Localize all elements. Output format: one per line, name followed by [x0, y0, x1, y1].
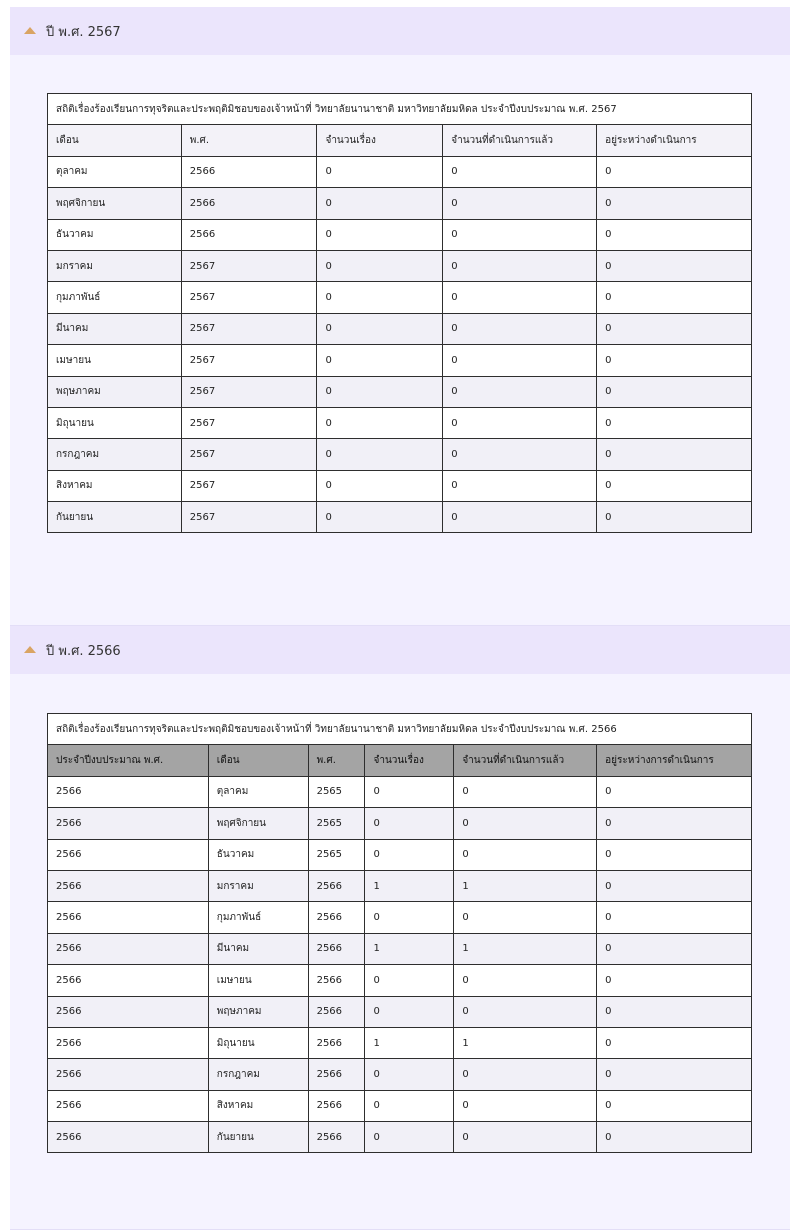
- table-header-row: [48, 745, 752, 776]
- table-cell: 0: [597, 439, 752, 470]
- table-row: [48, 407, 752, 438]
- table-cell: กันยายน: [208, 1122, 308, 1153]
- section-title: ปี พ.ศ. 2567: [46, 24, 121, 40]
- table-row: [48, 470, 752, 501]
- table-cell: 0: [597, 839, 752, 870]
- table-cell: 2566: [308, 965, 365, 996]
- column-header-year: พ.ศ.: [308, 745, 365, 776]
- column-header-in-progress: อยู่ระหว่างการดำเนินการ: [597, 745, 752, 776]
- table-cell: 2566: [181, 219, 317, 250]
- table-header-row: [48, 125, 752, 156]
- table-cell: 2566: [48, 996, 209, 1027]
- table-cell: 0: [317, 219, 443, 250]
- table-row: [48, 502, 752, 533]
- table-cell: 2565: [308, 808, 365, 839]
- stats-table-2567: [47, 93, 752, 533]
- table-cell: 2567: [181, 250, 317, 281]
- table-cell: กันยายน: [48, 502, 182, 533]
- table-cell: 0: [597, 902, 752, 933]
- table-cell: ธันวาคม: [208, 839, 308, 870]
- table-cell: เมษายน: [208, 965, 308, 996]
- caret-up-icon: [24, 27, 36, 34]
- table-row: [48, 965, 752, 996]
- table-cell: 2567: [181, 407, 317, 438]
- table-row: [48, 250, 752, 281]
- table-row: [48, 996, 752, 1027]
- table-cell: 0: [365, 1059, 454, 1090]
- table-cell: 2566: [48, 776, 209, 807]
- table-cell: 0: [454, 1090, 597, 1121]
- table-cell: 2565: [308, 776, 365, 807]
- table-cell: 0: [443, 407, 597, 438]
- table-cell: 0: [443, 470, 597, 501]
- table-row: [48, 902, 752, 933]
- table-cell: 2567: [181, 376, 317, 407]
- table-cell: 2566: [48, 965, 209, 996]
- table-row: [48, 1090, 752, 1121]
- table-cell: 0: [597, 1122, 752, 1153]
- table-cell: 0: [443, 250, 597, 281]
- table-cell: กุมภาพันธ์: [48, 282, 182, 313]
- section-2566-panel: [10, 626, 790, 1230]
- table-cell: 0: [597, 219, 752, 250]
- table-cell: 1: [454, 1027, 597, 1058]
- table-cell: 2566: [48, 1122, 209, 1153]
- column-header-month: เดือน: [208, 745, 308, 776]
- table-cell: กรกฎาคม: [48, 439, 182, 470]
- table-cell: 1: [454, 933, 597, 964]
- column-header-fiscal-year: ประจำปีงบประมาณ พ.ศ.: [48, 745, 209, 776]
- table-cell: 2567: [181, 502, 317, 533]
- table-cell: 0: [454, 965, 597, 996]
- table-cell: 0: [597, 965, 752, 996]
- table-cell: 2566: [48, 902, 209, 933]
- table-cell: 2567: [181, 313, 317, 344]
- table-cell: มกราคม: [48, 250, 182, 281]
- table-cell: สิงหาคม: [208, 1090, 308, 1121]
- table-cell: 0: [443, 439, 597, 470]
- table-cell: 0: [365, 965, 454, 996]
- section-2567-panel: [10, 7, 790, 626]
- table-cell: 0: [454, 1059, 597, 1090]
- table-cell: 0: [454, 808, 597, 839]
- table-cell: 0: [597, 313, 752, 344]
- table-row: [48, 1059, 752, 1090]
- column-header-count: จำนวนเรื่อง: [317, 125, 443, 156]
- table-row: [48, 439, 752, 470]
- table-cell: 0: [597, 870, 752, 901]
- table-cell: 2566: [308, 933, 365, 964]
- table-cell: พฤศจิกายน: [48, 188, 182, 219]
- table-cell: 0: [443, 282, 597, 313]
- table-cell: 0: [317, 376, 443, 407]
- table-row: [48, 839, 752, 870]
- table-cell: มีนาคม: [48, 313, 182, 344]
- table-cell: 2566: [308, 996, 365, 1027]
- table-cell: 0: [597, 188, 752, 219]
- table-cell: 0: [317, 439, 443, 470]
- table-cell: ตุลาคม: [208, 776, 308, 807]
- table-cell: 0: [317, 188, 443, 219]
- table-cell: 0: [597, 345, 752, 376]
- table-cell: 0: [317, 345, 443, 376]
- table-cell: 2566: [48, 839, 209, 870]
- column-header-year: พ.ศ.: [181, 125, 317, 156]
- table-caption: สถิติเรื่องร้องเรียนการทุจริตและประพฤติมิชอบของเจ้าหน้าที่ วิทยาลัยนานาชาติ มหาวิทยาลัยมหิดล ประจำปีงบประมาณ พ.ศ. 2566: [48, 714, 752, 745]
- table-cell: 0: [597, 407, 752, 438]
- table-cell: 0: [365, 839, 454, 870]
- table-cell: 2566: [308, 902, 365, 933]
- table-cell: 2566: [181, 188, 317, 219]
- table-cell: 0: [317, 156, 443, 187]
- table-cell: 0: [365, 902, 454, 933]
- table-cell: พฤษภาคม: [48, 376, 182, 407]
- table-cell: กรกฎาคม: [208, 1059, 308, 1090]
- table-cell: 0: [597, 282, 752, 313]
- table-cell: 2566: [308, 1090, 365, 1121]
- table-cell: 0: [443, 219, 597, 250]
- section-2567-header[interactable]: [10, 7, 790, 55]
- table-cell: มิถุนายน: [48, 407, 182, 438]
- table-cell: 2566: [308, 1027, 365, 1058]
- table-row: [48, 188, 752, 219]
- table-cell: กุมภาพันธ์: [208, 902, 308, 933]
- table-cell: 1: [365, 870, 454, 901]
- column-header-in-progress: อยู่ระหว่างดำเนินการ: [597, 125, 752, 156]
- table-cell: 2567: [181, 282, 317, 313]
- table-cell: 0: [454, 1122, 597, 1153]
- table-row: [48, 345, 752, 376]
- table-cell: 0: [365, 776, 454, 807]
- table-cell: 2566: [48, 808, 209, 839]
- table-cell: 0: [443, 188, 597, 219]
- table-cell: พฤษภาคม: [208, 996, 308, 1027]
- section-title: ปี พ.ศ. 2566: [46, 643, 121, 659]
- table-row: [48, 1122, 752, 1153]
- table-cell: 0: [317, 313, 443, 344]
- table-cell: มีนาคม: [208, 933, 308, 964]
- table-cell: 2567: [181, 439, 317, 470]
- table-cell: 0: [365, 1122, 454, 1153]
- table-cell: 0: [317, 407, 443, 438]
- table-cell: 0: [317, 250, 443, 281]
- table-cell: 0: [597, 156, 752, 187]
- table-row: [48, 870, 752, 901]
- table-cell: 0: [597, 1090, 752, 1121]
- table-cell: 2567: [181, 345, 317, 376]
- table-cell: มิถุนายน: [208, 1027, 308, 1058]
- column-header-completed: จำนวนที่ดำเนินการแล้ว: [443, 125, 597, 156]
- table-cell: 0: [597, 1027, 752, 1058]
- column-header-month: เดือน: [48, 125, 182, 156]
- table-row: [48, 219, 752, 250]
- column-header-count: จำนวนเรื่อง: [365, 745, 454, 776]
- table-cell: 1: [365, 1027, 454, 1058]
- column-header-completed: จำนวนที่ดำเนินการแล้ว: [454, 745, 597, 776]
- table-cell: สิงหาคม: [48, 470, 182, 501]
- table-row: [48, 282, 752, 313]
- table-cell: 0: [454, 839, 597, 870]
- table-cell: 0: [454, 996, 597, 1027]
- table-cell: 0: [443, 156, 597, 187]
- table-cell: ตุลาคม: [48, 156, 182, 187]
- table-cell: 1: [454, 870, 597, 901]
- table-cell: 0: [365, 996, 454, 1027]
- table-caption: สถิติเรื่องร้องเรียนการทุจริตและประพฤติมิชอบของเจ้าหน้าที่ วิทยาลัยนานาชาติ มหาวิทยาลัยมหิดล ประจำปีงบประมาณ พ.ศ. 2567: [48, 94, 752, 125]
- table-cell: 2567: [181, 470, 317, 501]
- table-cell: 0: [317, 502, 443, 533]
- table-cell: 1: [365, 933, 454, 964]
- table-cell: 0: [597, 470, 752, 501]
- table-cell: 2566: [181, 156, 317, 187]
- table-cell: 2566: [308, 1122, 365, 1153]
- table-cell: ธันวาคม: [48, 219, 182, 250]
- table-cell: 0: [597, 808, 752, 839]
- table-row: [48, 313, 752, 344]
- table-cell: 2566: [48, 1090, 209, 1121]
- table-cell: 0: [597, 996, 752, 1027]
- table-cell: 0: [454, 902, 597, 933]
- table-cell: 2566: [48, 870, 209, 901]
- section-2566-header[interactable]: [10, 626, 790, 674]
- table-cell: 0: [443, 345, 597, 376]
- table-cell: 0: [597, 776, 752, 807]
- table-cell: 2565: [308, 839, 365, 870]
- table-row: [48, 808, 752, 839]
- table-cell: 0: [597, 250, 752, 281]
- table-cell: 0: [317, 282, 443, 313]
- table-row: [48, 156, 752, 187]
- table-cell: 0: [443, 313, 597, 344]
- table-cell: เมษายน: [48, 345, 182, 376]
- table-row: [48, 776, 752, 807]
- table-cell: 0: [365, 808, 454, 839]
- table-cell: มกราคม: [208, 870, 308, 901]
- table-cell: 2566: [308, 1059, 365, 1090]
- table-cell: 2566: [48, 1027, 209, 1058]
- caret-up-icon: [24, 646, 36, 653]
- table-row: [48, 376, 752, 407]
- table-cell: 0: [443, 502, 597, 533]
- table-cell: 0: [597, 933, 752, 964]
- table-cell: 0: [317, 470, 443, 501]
- table-cell: 2566: [48, 933, 209, 964]
- table-cell: 0: [597, 376, 752, 407]
- table-row: [48, 933, 752, 964]
- stats-table-2566: [47, 713, 752, 1153]
- table-cell: 2566: [308, 870, 365, 901]
- table-cell: 2566: [48, 1059, 209, 1090]
- table-cell: พฤศจิกายน: [208, 808, 308, 839]
- table-cell: 0: [365, 1090, 454, 1121]
- table-cell: 0: [454, 776, 597, 807]
- table-row: [48, 1027, 752, 1058]
- table-cell: 0: [597, 502, 752, 533]
- table-cell: 0: [443, 376, 597, 407]
- table-cell: 0: [597, 1059, 752, 1090]
